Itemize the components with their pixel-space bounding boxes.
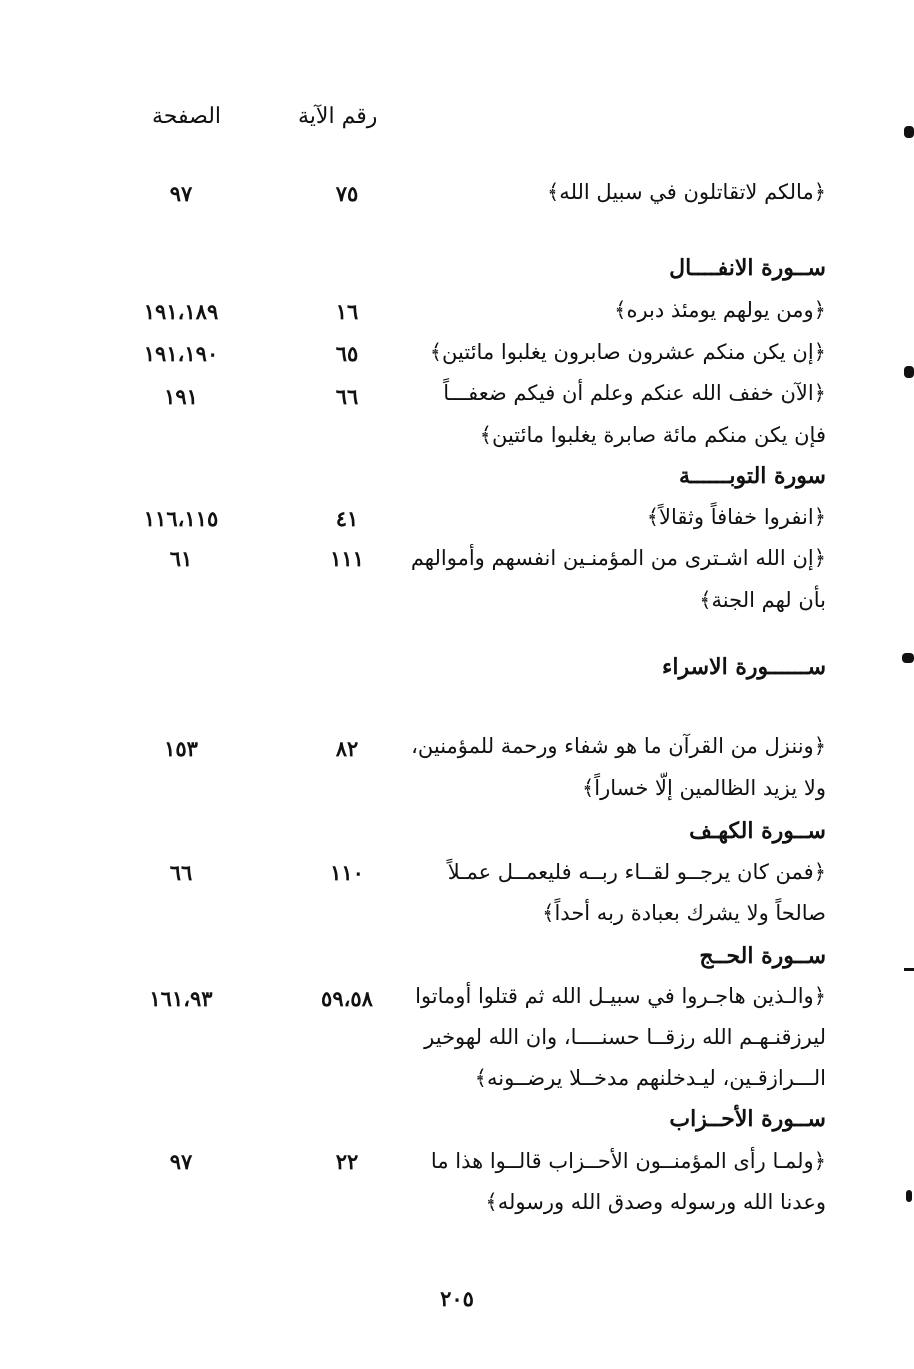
ayah-number: ١٦: [335, 299, 359, 324]
page-reference: ١٩١،١٨٩: [143, 299, 219, 324]
verse-line: ﴿والـذين هاجـروا في سبيـل الله ثم قتلوا أوماتوا: [415, 984, 826, 1008]
verse-line: ﴿الآن خفف الله عنكم وعلم أن فيكم ضعفـــاً: [443, 381, 826, 405]
ayah-number: ١١١: [330, 546, 364, 571]
verse-line: ﴿إن يكن منكم عشرون صابرون يغلبوا مائتين﴾: [429, 340, 826, 364]
surah-heading: ســورة الانفــــال: [669, 255, 826, 281]
verse-line: بأن لهم الجنة﴾: [699, 588, 826, 612]
verse-line: ليرزقنـهـم الله رزقــا حسنــــا، وان الله لهوخير: [424, 1025, 826, 1049]
scan-mark: [906, 1190, 912, 1202]
page-reference: ١١٦،١١٥: [143, 506, 219, 531]
ayah-number: ٥٩،٥٨: [321, 986, 373, 1011]
verse-line: ﴿مالكم لاتقاتلون في سبيل الله﴾: [547, 180, 826, 204]
ayah-number: ٨٢: [335, 736, 359, 761]
ayah-number: ١١٠: [330, 860, 364, 885]
scan-mark: [902, 653, 914, 663]
verse-line: ﴿إن الله اشـترى من المؤمنـين انفسهم وأموالهم: [410, 546, 826, 570]
ayah-column-header: رقم الآية: [298, 104, 378, 129]
verse-line: ﴿ومن يولهم يومئذ دبره﴾: [614, 298, 826, 322]
ayah-number: ٧٥: [335, 181, 359, 206]
page-reference: ٩٧: [169, 1149, 193, 1174]
verse-line: ولا يزيد الظالمين إلّا خساراً﴾: [581, 776, 826, 800]
page-reference: ١٥٣: [164, 736, 198, 761]
page-reference: ٦٦: [169, 860, 193, 885]
page-reference: ١٩١: [164, 384, 198, 409]
surah-heading: ســورة الحــج: [699, 943, 826, 969]
page-number: ٢٠٥: [440, 1286, 474, 1311]
scan-mark: [904, 968, 914, 971]
surah-heading: ســــــورة الاسراء: [662, 654, 826, 680]
ayah-number: ٦٥: [335, 341, 359, 366]
verse-line: ﴿ولمـا رأى المؤمنــون الأحــزاب قالــوا هذا ما: [430, 1149, 826, 1173]
page-column-header: الصفحة: [152, 104, 222, 129]
verse-line: ﴿انفروا خفافاً وثقالاً﴾: [646, 505, 826, 529]
verse-line: ﴿وننزل من القرآن ما هو شفاء ورحمة للمؤمنين،: [411, 734, 826, 758]
ayah-number: ٦٦: [335, 384, 359, 409]
ayah-number: ٤١: [335, 506, 359, 531]
page-reference: ٩٧: [169, 181, 193, 206]
surah-heading: ســورة الكهـف: [689, 818, 826, 844]
surah-heading: سورة التوبــــــة: [678, 463, 826, 489]
page-reference: ١٩١،١٩٠: [143, 341, 219, 366]
verse-line: صالحاً ولا يشرك بعبادة ربه أحداً﴾: [542, 901, 826, 925]
verse-line: فإن يكن منكم مائة صابرة يغلبوا مائتين﴾: [479, 423, 826, 447]
page-reference: ٦١: [169, 546, 193, 571]
page-reference: ١٦١،٩٣: [149, 986, 213, 1011]
verse-line: الـــرازقـين، ليـدخلنهم مدخــلا يرضــونه﴾: [474, 1066, 826, 1090]
scan-mark: [904, 366, 914, 378]
ayah-number: ٢٢: [335, 1149, 359, 1174]
scan-mark: [904, 126, 914, 138]
verse-line: ﴿فمن كان يرجــو لقــاء ربــه فليعمــل عمـلاً: [447, 860, 826, 884]
surah-heading: ســورة الأحــزاب: [669, 1106, 826, 1132]
verse-line: وعدنا الله ورسوله وصدق الله ورسوله﴾: [485, 1190, 826, 1214]
